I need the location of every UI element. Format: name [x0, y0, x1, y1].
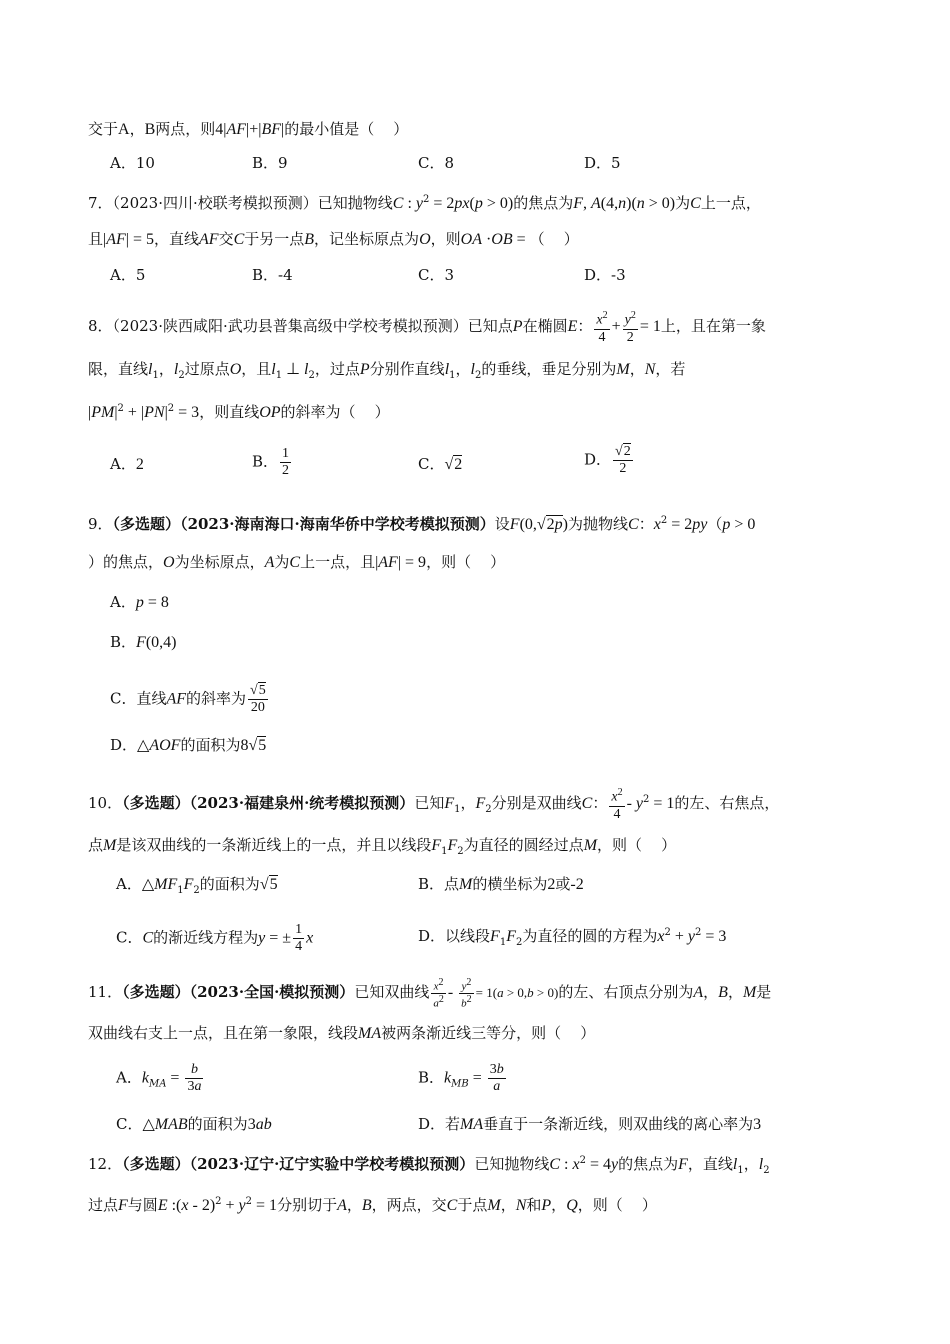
- q7-stem-line1: 7．（2023·四川·校联考模拟预测）已知抛物线C : $y^2 = 2px(p > 0)$的焦点为F, A(4,n)(n > 0)为C上一点，: [88, 194, 761, 212]
- q11-stem-line1: 11．（多选题）（2023·全国·模拟预测）已知双曲线 $\frac{x^2}{a^2}$ - $\frac{y^2}{b^2}$ = 1(a > 0,b > 0)的左、右顶点分别为A，B，M是: [88, 977, 772, 1010]
- q11-option-b: B．$k_{MB}$ = $\frac{3b}{a}$: [418, 1062, 504, 1094]
- q12-stem-line2: 过点F与圆E :(x - $2)^2 + y^2 = 1$分别切于A，B，两点，交C于点M，N和P，Q，则（ ）: [88, 1196, 657, 1214]
- q10-option-b: B．点M的横坐标为2或-2: [418, 875, 584, 893]
- q9-option-b: B．F(0,4): [110, 633, 177, 651]
- q7-stem-line2: 且|AF| = 5，直线AF交C于另一点B，记坐标原点为O，则OA ·OB = （ ）: [88, 230, 579, 248]
- q8-stem-line2: 限，直线$l_1$，$l_2$过原点O，且$l_1$ ⊥ $l_2$，过点P分别作直线$l_1$，$l_2$的垂线，垂足分别为M，N，若: [88, 360, 686, 381]
- q10-option-d: D．以线段$F_1F_2$为直径的圆的方程为$x^2 + y^2 = 3$: [418, 927, 727, 948]
- q6-option-b: B．9: [252, 154, 288, 172]
- q8-stem-line3: $|PM|^2 + |PN|^2 = 3$，则直线OP的斜率为（ ）: [88, 403, 390, 421]
- q10-option-a: A．$\triangle MF_1F_2$的面积为√5: [116, 875, 278, 896]
- q6-stem: 交于A，B两点，则4|AF|+|BF|的最小值是（ ）: [88, 120, 409, 138]
- q8-option-c: C．√2: [418, 455, 463, 473]
- q6-option-a: A．10: [110, 154, 155, 172]
- q6-option-c: C．8: [418, 154, 455, 172]
- q7-option-c: C．3: [418, 266, 455, 284]
- q10-stem-line1: 10．（多选题）（2023·福建泉州·统考模拟预测）已知$F_1$，$F_2$分别是双曲线C： $\frac{x^2}{4}$ - $y^2 = 1$的左、右焦点，: [88, 787, 780, 822]
- q7-option-b: B．-4: [252, 266, 293, 284]
- q7-option-a: A．5: [110, 266, 146, 284]
- q11-option-d: D．若MA垂直于一条渐近线，则双曲线的离心率为3: [418, 1115, 762, 1133]
- q11-option-a: A．$k_{MA}$ = $\frac{b}{3a}$: [116, 1062, 202, 1094]
- q8-stem-line1: 8．（2023·陕西咸阳·武功县普集高级中学校考模拟预测）已知点P在椭圆E： $\frac{x^2}{4}$ + $\frac{y^2}{2}$ = 1上，且在第一象: [88, 310, 766, 345]
- q8-option-d: D． $\frac{√2}{2}$: [584, 444, 631, 476]
- q9-option-a: A．p = 8: [110, 593, 169, 611]
- q9-option-c: C．直线AF的斜率为 $\frac{√5}{20}$: [110, 683, 266, 715]
- q9-option-d: D．△AOF的面积为8√5: [110, 736, 267, 754]
- q11-option-c: C．△MAB的面积为3ab: [116, 1115, 272, 1133]
- q12-stem-line1: 12．（多选题）（2023·辽宁·辽宁实验中学校考模拟预测）已知抛物线C : $x^2 = 4y$的焦点为F，直线$l_1$，$l_2$: [88, 1155, 770, 1176]
- q9-stem-line2: ）的焦点，O为坐标原点，A为C上一点，且|AF| = 9，则（ ）: [88, 553, 506, 571]
- q7-option-d: D．-3: [584, 266, 626, 284]
- q10-option-c: C．C的渐近线方程为y = ± $\frac{1}{4}$ x: [116, 922, 314, 954]
- q9-stem-line1: 9．（多选题）（2023·海南海口·海南华侨中学校考模拟预测）设F(0,√2p)为抛物线C：$x^2 = 2py(p > 0$: [88, 515, 756, 533]
- q8-option-b: B． $\frac{1}{2}$: [252, 446, 290, 478]
- q10-stem-line2: 点M是该双曲线的一条渐近线上的一点，并且以线段$F_1F_2$为直径的圆经过点M，则（ ）: [88, 836, 677, 857]
- q8-option-a: A．2: [110, 455, 144, 473]
- q6-option-d: D．5: [584, 154, 621, 172]
- q11-stem-line2: 双曲线右支上一点，且在第一象限，线段MA被两条渐近线三等分，则（ ）: [88, 1024, 596, 1042]
